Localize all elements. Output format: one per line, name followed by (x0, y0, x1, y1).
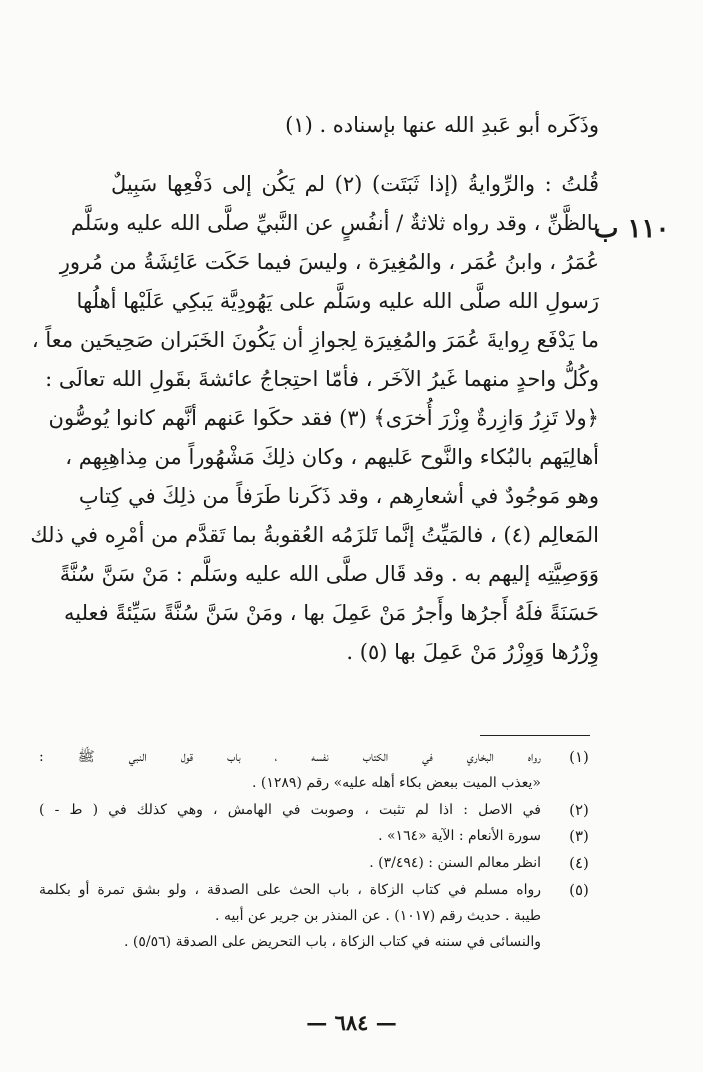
body-line-5: رَسولِ الله صلَّى الله عليه وسَلَّم على يَهُودِيَّة يَبكِي عَلَيْها أهلُها (76, 289, 599, 313)
footnote-text: والنسائى في سننه في كتاب الزكاة ، باب التحريض على الصدقة (٥/٥٦) . (124, 934, 541, 950)
footnote-1 (39, 744, 599, 770)
page-number: — ٦٨٤ — (306, 1010, 397, 1035)
manuscript-folio-marker: ١١٠ ب (594, 214, 670, 244)
footnote-1-cont (39, 770, 599, 796)
body-line-12: وَوَصِيَّتِه إليهم به . وقد قَال صلَّى الله عليه وسَلَّم : مَنْ سَنَّ سُنَّةً (59, 562, 599, 586)
body-line-8: ﴿ولا تَزِرُ وَازِرةٌ وِزْرَ أُخرَى﴾ (٣) فقد حكَوا عَنهم أنَّهم كانوا يُوصُّون (48, 406, 599, 430)
footnote-3 (39, 823, 599, 849)
body-line-1: وذَكَره أبو عَبدِ الله عنها بإسناده . (١) (285, 113, 599, 137)
body-line-10: وهو مَوجُودٌ في أشعارِهم ، وقد ذَكَرنا طَرَفاً من ذلِكَ في كِتابِ (78, 484, 599, 508)
footnote-number: (٥) (569, 881, 589, 899)
footnote-number: (٢) (569, 801, 589, 819)
footnote-5-cont (39, 903, 599, 929)
footnote-5-cont-2 (39, 929, 599, 955)
body-line-7: وكُلُّ واحدٍ منهما غَيرُ الآخَر ، فأمّا احتِجاجُ عائشةَ بقَولِ الله تعالَى : (45, 367, 599, 391)
footnote-text: طيبة . حديث رقم (١٠١٧) . عن المنذر بن جرير عن أبيه . (215, 908, 541, 924)
body-line-14: وِزْرُها وَوِزْرُ مَنْ عَمِلَ بها (٥) . (346, 640, 599, 664)
footnote-number: (٣) (569, 827, 589, 845)
footnote-number: (٤) (569, 854, 589, 872)
footnote-2 (39, 797, 599, 823)
footnote-text: سورة الأنعام : الآية «١٦٤» . (378, 828, 541, 844)
footnote-text: انظر معالم السنن : (٣/٤٩٤) . (369, 855, 541, 871)
footnote-text: رواه مسلم في كتاب الزكاة ، باب الحث على الصدقة ، ولو بشق تمرة أو بكلمة (39, 882, 541, 898)
body-line-9: أهالِيَهم بالبُكاء والنَّوح عَليهم ، وكان ذلِكَ مَشْهُوراً من مِذاهِبِهم ، (65, 445, 599, 469)
body-line-13: حَسَنَةً فلَهُ أَجرُها وأَجرُ مَنْ عَمِلَ بها ، ومَنْ سَنَّ سُنَّةً سَيِّئةً فعليه (64, 601, 599, 625)
body-line-2: قُلتُ : والرِّوايةُ (إذا ثَبَتَت) (٢) لم يَكُن إلى دَفْعِها سَبِيلٌ (111, 172, 599, 196)
footnote-separator (480, 735, 590, 736)
footnote-text: في الاصل : اذا لم تثبت ، وصوبت في الهامش ، وهي كذلك في ( ط - ) (39, 802, 541, 818)
body-line-4: عُمَرُ ، وابنُ عُمَر ، والمُغِيرَة ، وليسَ فيما حَكَت عَائِشَةُ من مُرورِ (59, 250, 599, 274)
body-line-11: المَعالِم (٤) ، فالمَيِّتُ إنَّما تَلزَمُه العُقوبةُ بما تَقدَّم من أمْرِه في ذلك (30, 523, 599, 547)
footnote-4 (39, 850, 599, 876)
footnote-text: «يعذب الميت ببعض بكاء أهله عليه» رقم (١٢٨٩) . (251, 775, 541, 791)
body-line-3: بالظَّنِّ ، وقد رواه ثلاثةٌ / أنفُسٍ عن النَّبيِّ صلَّى الله عليه وسَلَّم (70, 211, 599, 235)
footnote-text: رواه البخاري في الكتاب نفسه ، باب قول النبي ﷺ : (39, 749, 541, 765)
footnote-5 (39, 877, 599, 903)
body-line-6: ما يَدْفَع رِوايةَ عُمَرَ والمُغِيرَة لِجوازِ أن يَكُونَ الخَبَران صَحِيحَين معاً ، (31, 328, 599, 352)
footnote-number: (١) (569, 748, 589, 766)
